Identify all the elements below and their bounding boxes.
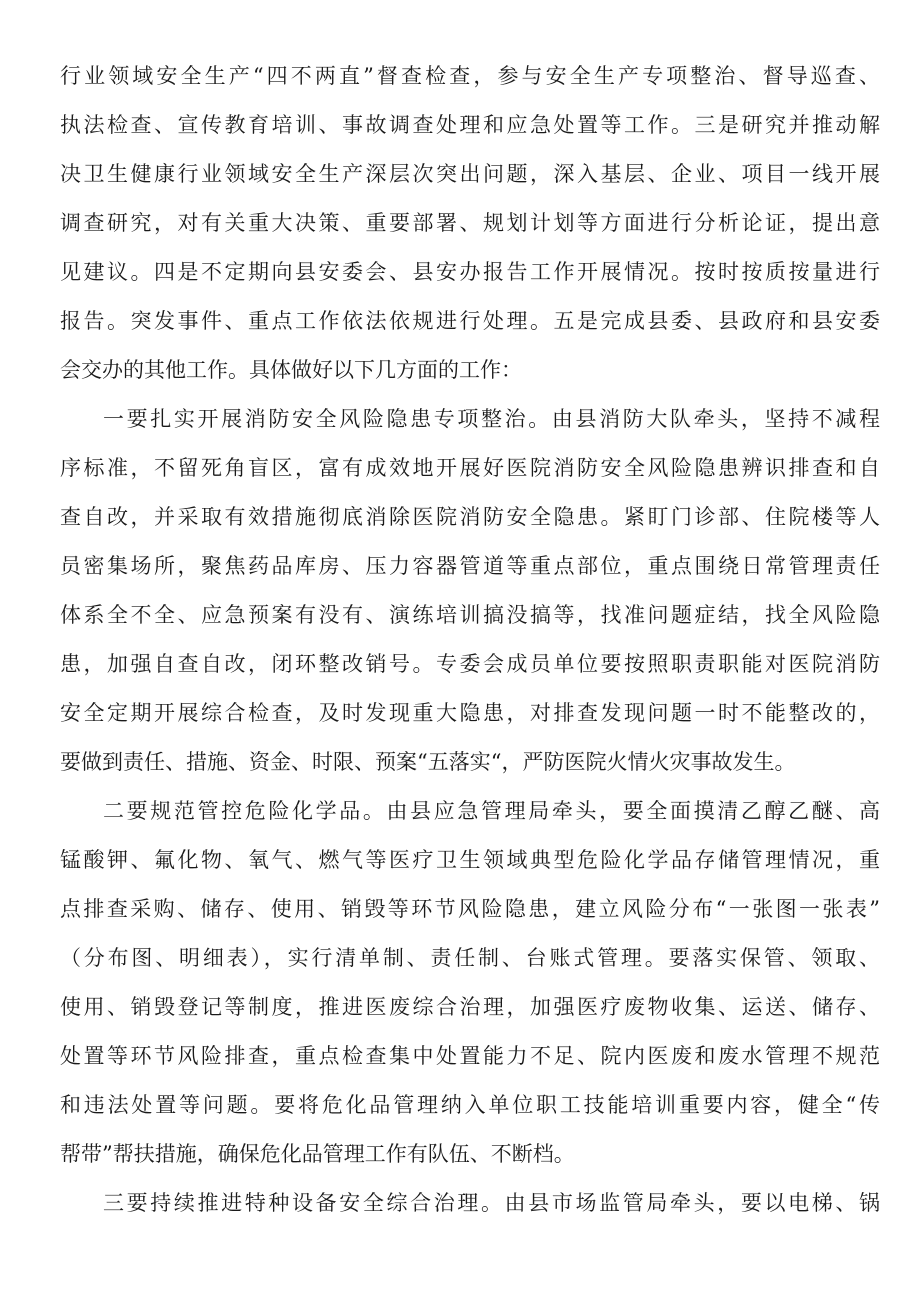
text-line: 点排查采购、储存、使用、销毁等环节风险隐患，建立风险分布“一张图一张表” [60,897,880,921]
text-line: 报告。突发事件、重点工作依法依规进行处理。五是完成县委、县政府和县安委 [60,309,880,333]
text-line: 患，加强自查自改，闭环整改销号。专委会成员单位要按照职责职能对医院消防 [60,652,880,676]
text-line: 查自改，并采取有效措施彻底消除医院消防安全隐患。紧盯门诊部、住院楼等人 [60,505,880,529]
text-line: 序标准，不留死角盲区，富有成效地开展好医院消防安全风险隐患辨识排查和自 [60,456,880,480]
text-line: 要做到责任、措施、资金、时限、预案“五落实“，严防医院火情火灾事故发生。 [60,750,796,774]
text-line: 帮带”帮扶措施，确保危化品管理工作有队伍、不断档。 [60,1142,575,1166]
text-line: （分布图、明细表），实行清单制、责任制、台账式管理。要落实保管、领取、 [60,946,880,970]
text-line: 见建议。四是不定期向县安委会、县安办报告工作开展情况。按时按质按量进行 [60,260,880,284]
text-line: 处置等环节风险排查，重点检查集中处置能力不足、院内医废和废水管理不规范 [60,1044,880,1068]
text-line: 执法检查、宣传教育培训、事故调查处理和应急处置等工作。三是研究并推动解 [60,113,880,137]
text-line: 决卫生健康行业领域安全生产深层次突出问题，深入基层、企业、项目一线开展 [60,162,880,186]
paragraph-first-line: 三要持续推进特种设备安全综合治理。由县市场监管局牵头，要以电梯、锅 [103,1191,880,1215]
text-line: 锰酸钾、氟化物、氧气、燃气等医疗卫生领域典型危险化学品存储管理情况，重 [60,848,880,872]
text-line: 体系全不全、应急预案有没有、演练培训搞没搞等，找准问题症结，找全风险隐 [60,603,880,627]
text-line: 和违法处置等问题。要将危化品管理纳入单位职工技能培训重要内容，健全“传 [60,1093,880,1117]
text-line: 行业领域安全生产“四不两直”督查检查，参与安全生产专项整治、督导巡查、 [60,64,880,88]
text-line: 使用、销毁登记等制度，推进医废综合治理，加强医疗废物收集、运送、储存、 [60,995,880,1019]
text-line: 员密集场所，聚焦药品库房、压力容器管道等重点部位，重点围绕日常管理责任 [60,554,880,578]
text-line: 安全定期开展综合检查，及时发现重大隐患，对排查发现问题一时不能整改的， [60,701,880,725]
paragraph-first-line: 二要规范管控危险化学品。由县应急管理局牵头，要全面摸清乙醇乙醚、高 [103,799,880,823]
text-line: 调查研究，对有关重大决策、重要部署、规划计划等方面进行分析论证，提出意 [60,211,880,235]
paragraph-first-line: 一要扎实开展消防安全风险隐患专项整治。由县消防大队牵头，坚持不减程 [103,407,880,431]
text-line: 会交办的其他工作。具体做好以下几方面的工作： [60,358,522,382]
